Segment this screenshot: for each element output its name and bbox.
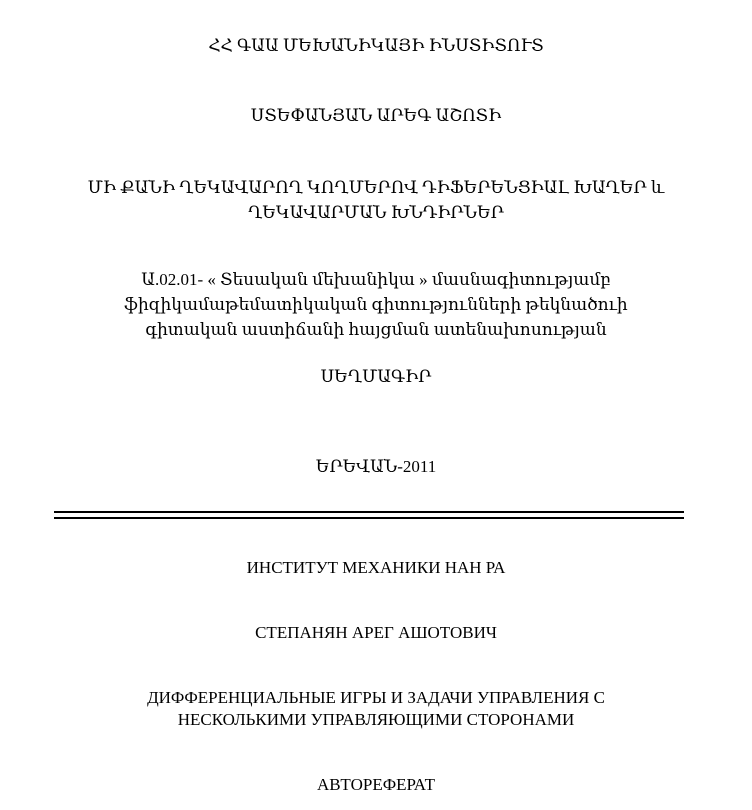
doc-type-ru: АВТОРЕФЕРАТ	[317, 775, 435, 794]
specialty-hy-line3: գիտական աստիճանի հայցման ատենախոսության	[145, 320, 607, 339]
thesis-title-ru-line2: НЕСКОЛЬКИМИ УПРАВЛЯЮЩИМИ СТОРОНАМИ	[177, 710, 575, 729]
specialty-hy-line2: ֆիզիկամաթեմատիկական գիտությունների թեկնածուի	[124, 295, 628, 314]
specialty-hy-line1: Ա.02.01- « Տեսական մեխանիկա » մասնագիտությամբ	[141, 270, 611, 289]
thesis-title-ru-line1: ДИФФЕРЕНЦИАЛЬНЫЕ ИГРЫ И ЗАДАЧИ УПРАВЛЕНИЯ С	[147, 688, 605, 707]
author-name-ru: СТЕПАНЯН АРЕГ АШОТОВИЧ	[255, 623, 497, 642]
section-divider	[54, 511, 684, 519]
institute-name-hy: ՀՀ ԳԱԱ ՄԵԽԱՆԻԿԱՅԻ ԻՆՍՏԻՏՈՒՏ	[208, 36, 544, 55]
institute-name-ru: ИНСТИТУТ МЕХАНИКИ НАН РА	[246, 558, 506, 577]
city-year-hy: ԵՐԵՎԱՆ-2011	[315, 457, 437, 476]
thesis-title-hy-line2: ՂԵԿԱՎԱՐՄԱՆ ԽՆԴԻՐՆԵՐ	[248, 203, 504, 222]
doc-type-hy: ՍԵՂՄԱԳԻՐ	[320, 367, 432, 386]
thesis-title-hy-line1: ՄԻ ՔԱՆԻ ՂԵԿԱՎԱՐՈՂ ԿՈՂՄԵՐՈՎ ԴԻՖԵՐԵՆՑԻԱԼ ԽԱՂԵՐ և	[87, 178, 665, 197]
author-name-hy: ՍՏԵՓԱՆՅԱՆ ԱՐԵԳ ԱՇՈՏԻ	[250, 106, 502, 125]
